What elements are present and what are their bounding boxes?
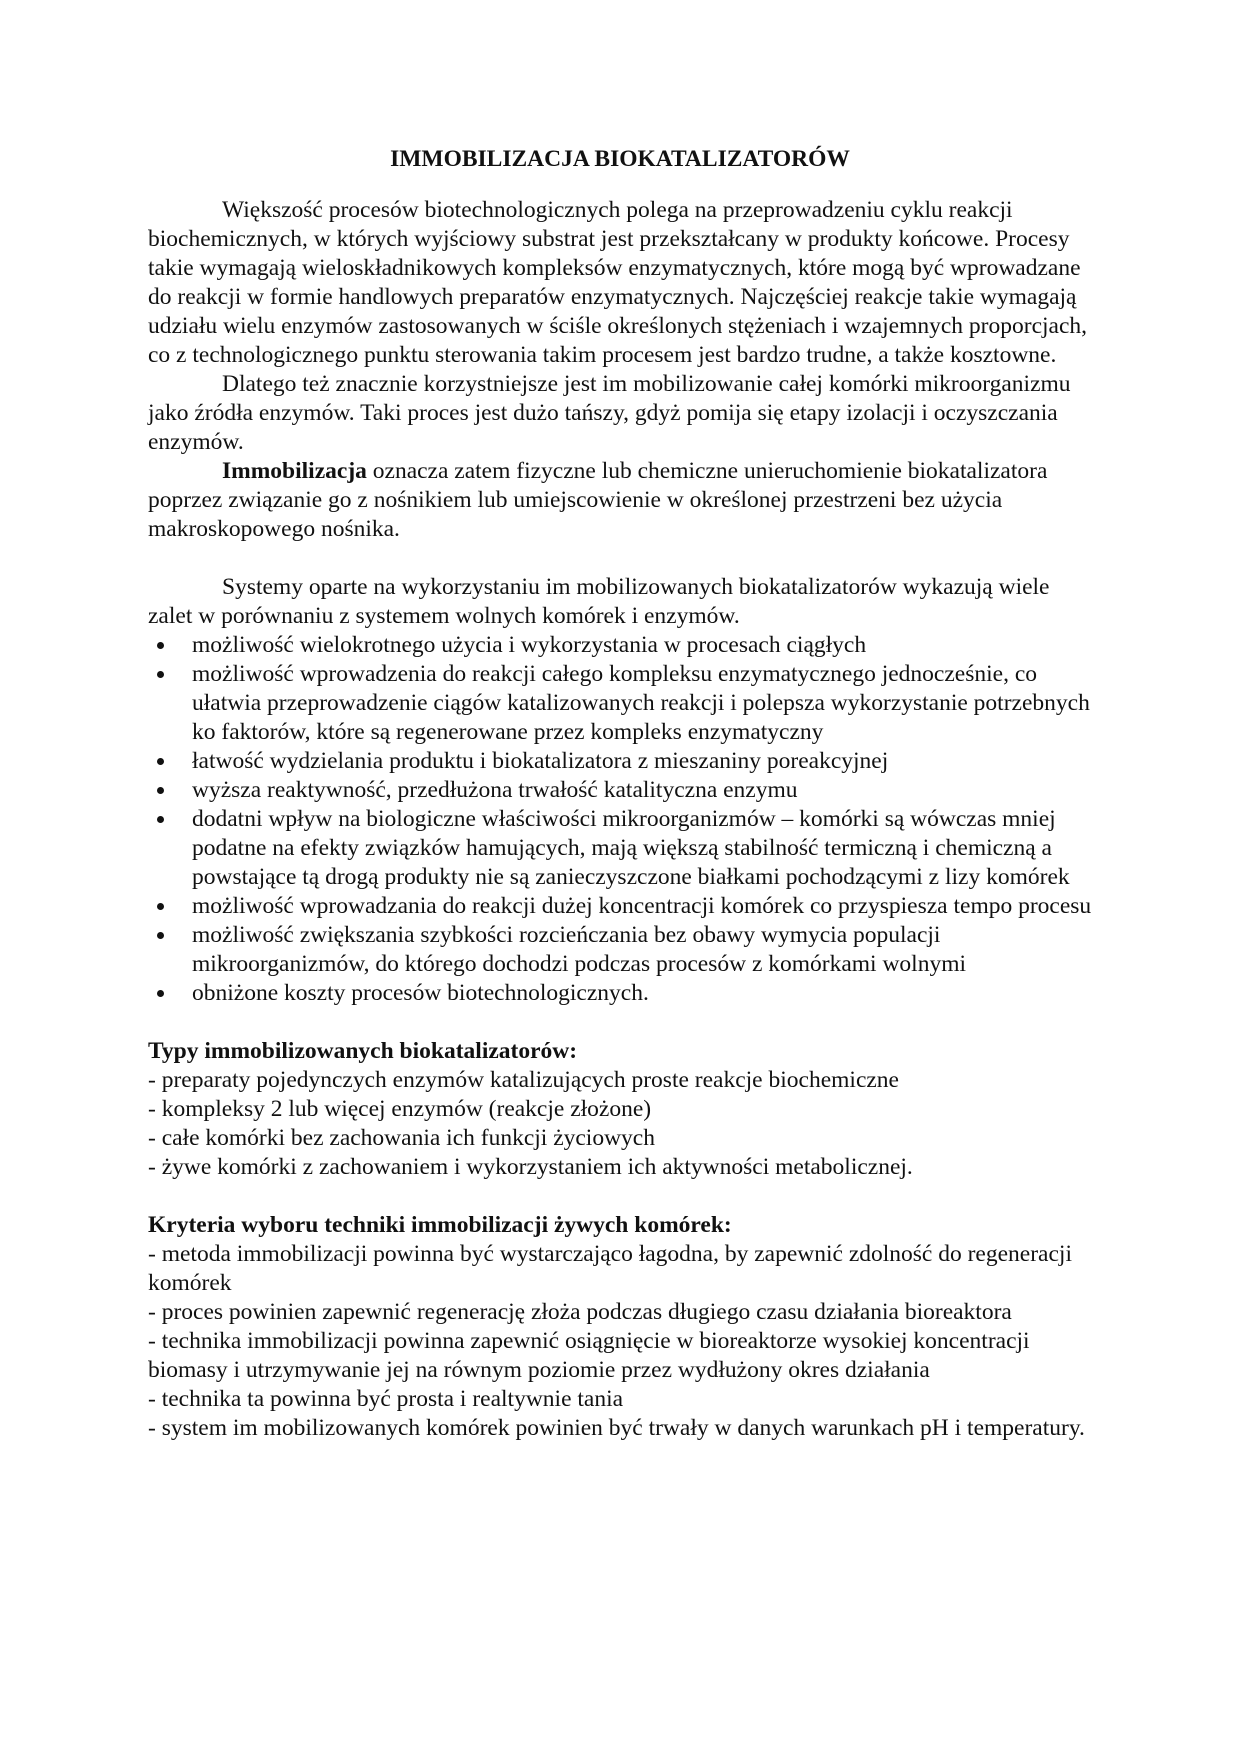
definition-paragraph <box>148 457 1092 544</box>
document-title: IMMOBILIZACJA BIOKATALIZATORÓW <box>390 146 850 172</box>
bullet-icon <box>157 787 164 794</box>
bullet-icon <box>157 816 164 823</box>
spacer <box>148 1182 1092 1211</box>
types-heading: Typy immobilizowanych biokatalizatorów: <box>148 1038 578 1064</box>
list-item <box>148 660 1092 747</box>
types-item: - żywe komórki z zachowaniem i wykorzystaniem ich aktywności metabolicznej. <box>148 1154 913 1180</box>
spacer <box>148 1008 1092 1037</box>
list-item-text: wyższa reaktywność, przedłużona trwałość katalityczna enzymu <box>192 777 798 803</box>
bullet-icon <box>157 990 164 997</box>
advantages-intro: Systemy oparte na wykorzystaniu im mobilizowanych biokatalizatorów wykazują wiele zalet w porównaniu z systemem wolnych komórek i enzymów. <box>148 574 1050 629</box>
document-page <box>148 145 1092 1443</box>
types-item: - całe komórki bez zachowania ich funkcji życiowych <box>148 1125 655 1151</box>
list-item <box>148 892 1092 921</box>
criteria-item: - technika immobilizacji powinna zapewnić osiągnięcie w bioreaktorze wysokiej koncentracji biomasy i utrzymywanie jej na równym poziomie przez wydłużony okres działania <box>148 1328 1030 1383</box>
criteria-item: - system im mobilizowanych komórek powinien być trwały w danych warunkach pH i temperatury. <box>148 1415 1085 1441</box>
bullet-icon <box>157 758 164 765</box>
bullet-icon <box>157 903 164 910</box>
bullet-icon <box>157 932 164 939</box>
list-item <box>148 979 1092 1008</box>
list-item-text: dodatni wpływ na biologiczne właściwości mikroorganizmów – komórki są wówczas mniej podatne na efekty związków hamujących, mają większą stabilność termiczną i chemiczną a powstające tą drogą produkty nie są zanieczyszczone białkami pochodzącymi z lizy komórek <box>192 806 1070 890</box>
list-item-text: możliwość wprowadzenia do reakcji całego kompleksu enzymatycznego jednocześnie, co ułatwia przeprowadzenie ciągów katalizowanych reakcji i polepsza wykorzystanie potrzebnych ko faktorów, które są regenerowane przez kompleks enzymatyczny <box>192 661 1090 745</box>
criteria-item: - technika ta powinna być prosta i realtywnie tania <box>148 1386 624 1412</box>
criteria-item: - proces powinien zapewnić regenerację złoża podczas długiego czasu działania bioreaktora <box>148 1299 1012 1325</box>
intro-paragraph: Większość procesów biotechnologicznych polega na przeprowadzeniu cyklu reakcji biochemicznych, w których wyjściowy substrat jest przekształcany w produkty końcowe. Procesy takie wymagają wieloskładnikowych kompleksów enzymatycznych, które mogą być wprowadzane do reakcji w formie handlowych preparatów enzymatycznych. Najczęściej reakcje takie wymagają udziału wielu enzymów zastosowanych w ściśle określonych stężeniach i wzajemnych proporcjach, co z technologicznego punktu sterowania takim procesem jest bardzo trudne, a także kosztowne. <box>148 197 1088 368</box>
spacer <box>148 544 1092 573</box>
types-item: - kompleksy 2 lub więcej enzymów (reakcje złożone) <box>148 1096 652 1122</box>
list-item <box>148 776 1092 805</box>
advantages-list <box>148 631 1092 1008</box>
list-item-text: możliwość wielokrotnego użycia i wykorzystania w procesach ciągłych <box>192 632 867 658</box>
definition-term: Immobilizacja <box>222 458 367 484</box>
bullet-icon <box>157 642 164 649</box>
bullet-icon <box>157 671 164 678</box>
types-item: - preparaty pojedynczych enzymów katalizujących proste reakcje biochemiczne <box>148 1067 899 1093</box>
criteria-item: - metoda immobilizacji powinna być wystarczająco łagodna, by zapewnić zdolność do regeneracji komórek <box>148 1241 1072 1296</box>
list-item <box>148 631 1092 660</box>
list-item <box>148 805 1092 892</box>
list-item-text: obniżone koszty procesów biotechnologicznych. <box>192 980 649 1006</box>
list-item-text: łatwość wydzielania produktu i biokatalizatora z mieszaniny poreakcyjnej <box>192 748 889 774</box>
second-paragraph: Dlatego też znacznie korzystniejsze jest im mobilizowanie całej komórki mikroorganizmu jako źródła enzymów. Taki proces jest dużo tańszy, gdyż pomija się etapy izolacji i oczyszczania enzymów. <box>148 371 1071 455</box>
criteria-heading: Kryteria wyboru techniki immobilizacji żywych komórek: <box>148 1212 732 1238</box>
list-item <box>148 747 1092 776</box>
list-item-text: możliwość zwiększania szybkości rozcieńczania bez obawy wymycia populacji mikroorganizmów, do którego dochodzi podczas procesów z komórkami wolnymi <box>192 922 967 977</box>
list-item <box>148 921 1092 979</box>
definition-text: oznacza zatem fizyczne lub chemiczne unieruchomienie biokatalizatora poprzez związanie go z nośnikiem lub umiejscowienie w określonej przestrzeni bez użycia makroskopowego nośnika. <box>148 458 1048 542</box>
list-item-text: możliwość wprowadzania do reakcji dużej koncentracji komórek co przyspiesza tempo procesu <box>192 893 1092 919</box>
